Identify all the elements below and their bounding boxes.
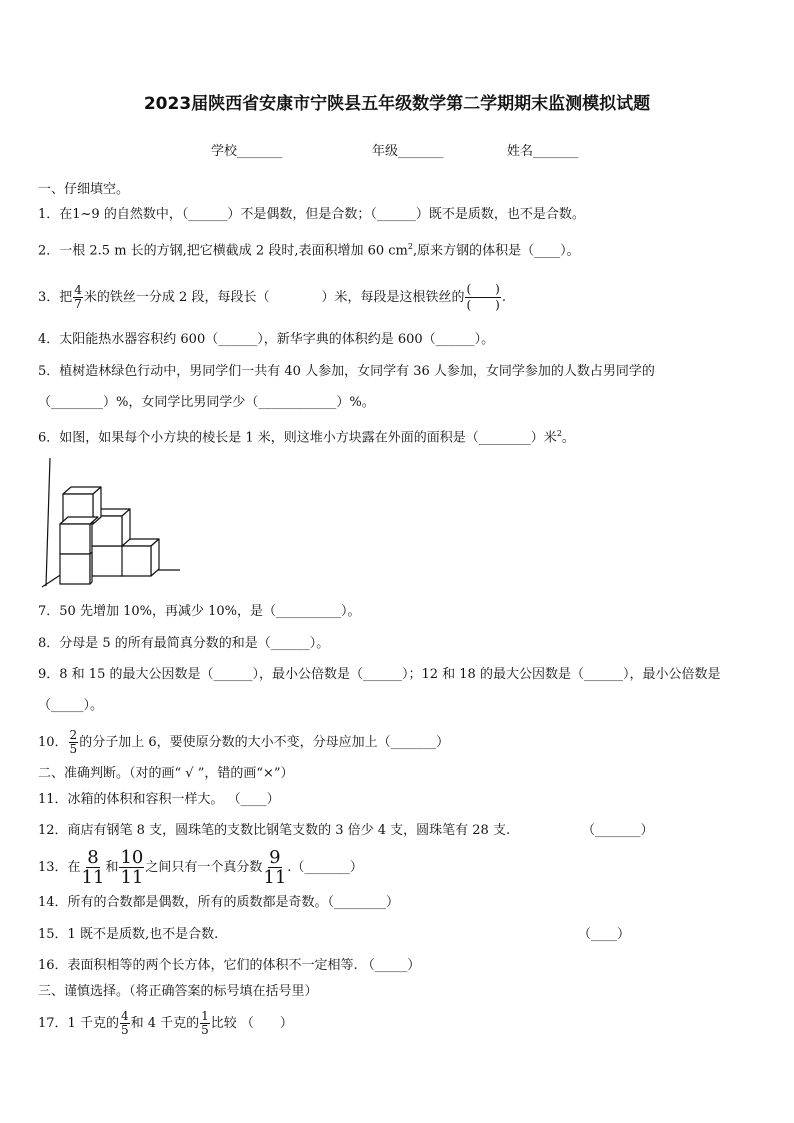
page-title: 2023届陕西省安康市宁陕县五年级数学第二学期期末监测模拟试题	[143, 94, 651, 114]
fraction-denominator: 7	[74, 297, 82, 311]
fraction	[69, 729, 79, 756]
grade-label: 年级	[372, 144, 399, 159]
school-label: 学校	[211, 144, 238, 159]
question-12: 12．商店有钢笔 8 支，圆珠笔的支数比钢笔支数的 3 倍少 4 支，圆珠笔有 28 支.	[38, 823, 511, 838]
fraction-denominator: 5	[69, 742, 78, 756]
school-blank[interactable]: _______	[237, 144, 283, 159]
question-12-answer[interactable]: （_______）	[582, 823, 654, 838]
grade-field	[372, 140, 444, 159]
fraction-denominator: 11	[263, 867, 287, 888]
name-field	[507, 140, 579, 159]
question-9b: （_____）。	[38, 698, 104, 713]
question-3-text: .	[501, 290, 506, 305]
question-15: 15．1 既不是质数,也不是合数.	[38, 927, 219, 942]
fraction	[73, 284, 83, 311]
question-17	[38, 1010, 293, 1037]
question-15-answer[interactable]: （____）	[578, 927, 631, 942]
superscript: 2	[407, 242, 413, 251]
question-1: 1．在1~9 的自然数中，（______）不是偶数，但是合数；（______）既不是质数，也不是合数。	[38, 207, 585, 222]
fraction-numerator: 4	[74, 283, 82, 297]
cube-stack-figure	[38, 458, 184, 590]
question-4: 4．太阳能热水器容积约 600（______），新华字典的体积约是 600（______）。	[38, 332, 495, 347]
question-17-text: 比较 （ ）	[210, 1016, 293, 1031]
answer-fraction[interactable]	[465, 282, 500, 313]
question-14: 14．所有的合数都是偶数，所有的质数都是奇数。（________）	[38, 895, 400, 910]
fraction	[120, 1010, 130, 1037]
question-5a: 5．植树造林绿色行动中，男同学们一共有 40 人参加，女同学有 36 人参加，女同学参加的人数占男同学的	[38, 364, 655, 379]
question-5b: （________）%，女同学比男同学少（____________）%。	[38, 395, 375, 410]
fraction	[200, 1010, 210, 1037]
question-3-text: 米的铁丝一分成 2 段，每段长（	[83, 290, 270, 305]
question-13-text: 13．在	[38, 860, 81, 875]
fraction-denominator: 5	[201, 1023, 209, 1037]
fraction-numerator: 4	[120, 1009, 129, 1023]
question-3	[38, 282, 506, 313]
question-6-text: 6．如图，如果每个小方块的棱长是 1 米，则这堆小方块露在外面的面积是（________）米	[38, 430, 557, 446]
fraction-denominator: ( )	[466, 298, 500, 312]
section-fill-in: 一、仔细填空。	[38, 182, 130, 197]
question-3-text: ）米，每段是这根铁丝的	[321, 290, 465, 305]
question-13-text: .（_______）	[287, 860, 363, 875]
question-6-period: 。	[561, 430, 575, 446]
question-16: 16．表面积相等的两个长方体，它们的体积不一定相等. （_____）	[38, 958, 421, 973]
question-7: 7．50 先增加 10%，再减少 10%，是（__________）。	[38, 604, 361, 619]
question-13-text: 之间只有一个真分数	[145, 860, 263, 875]
question-2-text: ,原来方钢的体积是（____）。	[412, 243, 580, 259]
section-judge: 二、准确判断。（对的画“ √ ”，错的画“×”）	[38, 766, 294, 781]
grade-blank[interactable]: _______	[398, 144, 444, 159]
question-10-text: 10．	[38, 735, 68, 750]
fraction-numerator: 2	[69, 728, 78, 742]
fraction-denominator: 11	[120, 867, 144, 888]
question-11: 11．冰箱的体积和容积一样大。 （____）	[38, 792, 280, 807]
question-10	[38, 729, 449, 756]
question-3-text: 3．把	[38, 290, 73, 305]
question-13	[38, 848, 363, 887]
school-field	[211, 140, 283, 159]
question-17-text: 17．1 千克的	[38, 1016, 119, 1031]
fraction-numerator: 10	[120, 847, 144, 868]
question-2	[38, 238, 580, 260]
question-6	[38, 425, 575, 447]
fraction-denominator: 11	[81, 867, 105, 888]
question-9a: 9．8 和 15 的最大公因数是（______），最小公倍数是（______）；12 和 18 的最大公因数是（______），最小公倍数是	[38, 667, 721, 682]
name-blank[interactable]: _______	[533, 144, 579, 159]
fraction-numerator: 1	[201, 1009, 209, 1023]
fraction-numerator: 9	[269, 847, 281, 868]
fraction	[263, 848, 286, 887]
fraction	[119, 848, 144, 887]
name-label: 姓名	[507, 144, 534, 159]
fraction-numerator: ( )	[466, 282, 500, 296]
fraction	[82, 848, 105, 887]
question-10-text: 的分子加上 6，要使原分数的大小不变，分母应加上（_______）	[79, 735, 450, 750]
question-17-text: 和 4 千克的	[130, 1016, 200, 1031]
section-choice: 三、谨慎选择。（将正确答案的标号填在括号里）	[38, 984, 318, 999]
superscript: 2	[556, 429, 562, 438]
question-13-text: 和	[105, 860, 119, 875]
fraction-denominator: 5	[120, 1023, 129, 1037]
fraction-numerator: 8	[87, 847, 99, 868]
question-8: 8．分母是 5 的所有最简真分数的和是（______）。	[38, 636, 330, 651]
question-2-text: 2．一根 2.5 m 长的方钢,把它横截成 2 段时,表面积增加 60 cm	[38, 243, 408, 259]
